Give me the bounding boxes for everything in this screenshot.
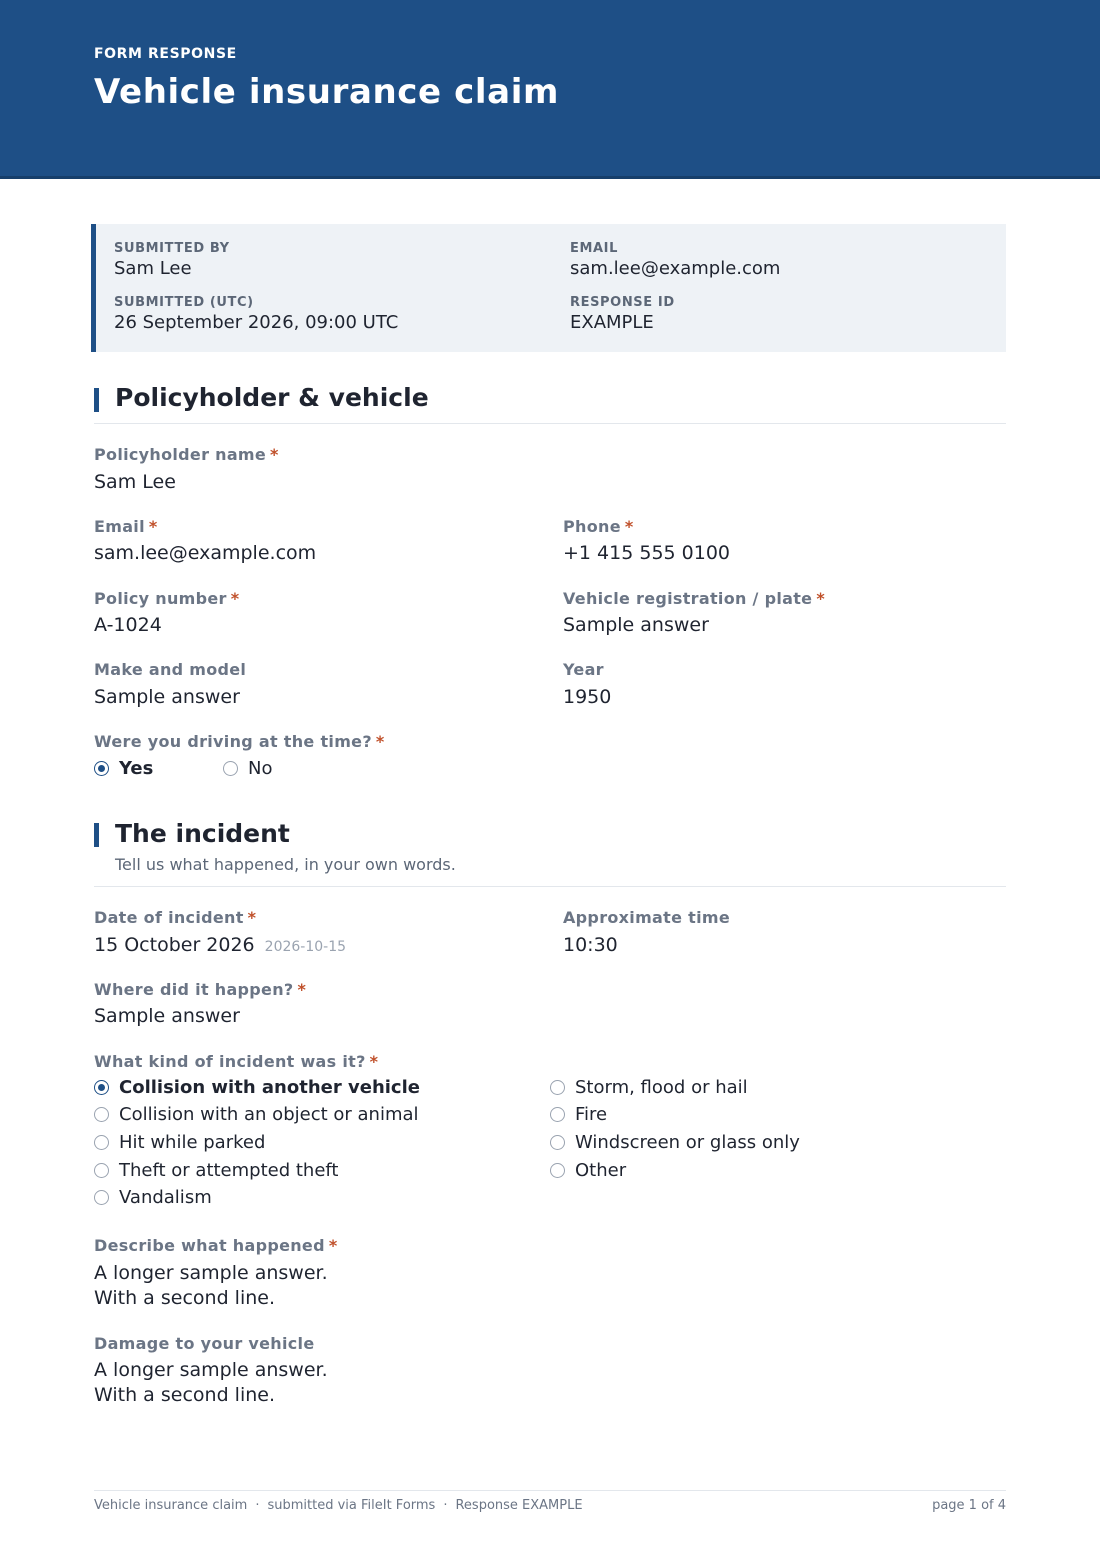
damage-value (94, 1358, 328, 1408)
describe-value (94, 1261, 328, 1311)
incident-kind-option-label: Windscreen or glass only (575, 1132, 800, 1153)
footer-form-name: Vehicle insurance claim (94, 1498, 248, 1513)
date-of-incident-value: 15 October 2026 2026-10-15 (94, 934, 347, 956)
damage-label: Damage to your vehicle (94, 1334, 315, 1353)
section-title-incident: The incident (115, 819, 290, 848)
incident-kind-option-label: Vandalism (119, 1187, 212, 1208)
where-label: Where did it happen? * (94, 980, 307, 999)
phone-label: Phone * (563, 517, 634, 536)
year-label: Year (563, 660, 604, 679)
email-value: sam.lee@example.com (94, 542, 317, 564)
radio-unselected-icon (550, 1163, 565, 1178)
meta-email-field (570, 241, 780, 279)
required-marker: * (816, 589, 825, 608)
form-response-eyebrow: FORM RESPONSE (94, 46, 237, 62)
section-divider (94, 423, 1006, 424)
policyholder-name-label: Policyholder name * (94, 445, 279, 464)
incident-kind-option[interactable] (94, 1187, 212, 1208)
required-marker: * (369, 1052, 379, 1071)
page-title: Vehicle insurance claim (94, 72, 559, 112)
make-model-value: Sample answer (94, 686, 240, 708)
required-marker: * (297, 980, 307, 999)
vehicle-plate-label: Vehicle registration / plate * (563, 589, 825, 608)
incident-kind-option[interactable] (550, 1104, 607, 1125)
incident-kind-option[interactable] (550, 1077, 748, 1098)
incident-kind-option-label: Storm, flood or hail (575, 1077, 748, 1098)
section-title-policyholder: Policyholder & vehicle (115, 383, 429, 412)
incident-kind-option-label: Other (575, 1160, 627, 1181)
submitted-utc-label: SUBMITTED (UTC) (114, 295, 254, 310)
phone-value: +1 415 555 0100 (563, 542, 731, 564)
page-header (0, 0, 1100, 179)
driving-option-label: Yes (119, 758, 154, 779)
radio-unselected-icon (94, 1135, 109, 1150)
incident-kind-option-label: Collision with another vehicle (119, 1077, 420, 1098)
radio-unselected-icon (223, 761, 238, 776)
radio-unselected-icon (94, 1190, 109, 1205)
footer-divider (94, 1490, 1006, 1491)
required-marker: * (328, 1236, 338, 1255)
where-value: Sample answer (94, 1005, 240, 1027)
approximate-time-label: Approximate time (563, 908, 730, 927)
describe-label: Describe what happened * (94, 1236, 338, 1255)
incident-kind-option-label: Theft or attempted theft (119, 1160, 339, 1181)
incident-kind-option[interactable] (94, 1104, 419, 1125)
vehicle-plate-value: Sample answer (563, 614, 709, 636)
driving-option-no[interactable] (223, 758, 272, 779)
damage-line: A longer sample answer. (94, 1359, 328, 1381)
date-iso-value: 2026-10-15 (264, 939, 347, 955)
required-marker: * (230, 589, 240, 608)
incident-kind-option[interactable] (550, 1160, 626, 1181)
damage-line: With a second line. (94, 1384, 275, 1406)
required-marker: * (270, 445, 279, 464)
section-accent-bar (94, 823, 99, 847)
response-id-field (570, 295, 675, 333)
incident-kind-label: What kind of incident was it? * (94, 1052, 379, 1071)
meta-email-value: sam.lee@example.com (570, 258, 781, 279)
submitted-utc-value: 26 September 2026, 09:00 UTC (114, 312, 399, 333)
required-marker: * (375, 732, 385, 751)
submission-meta-panel (91, 224, 1006, 352)
radio-unselected-icon (94, 1163, 109, 1178)
radio-unselected-icon (550, 1080, 565, 1095)
incident-kind-option[interactable] (550, 1132, 800, 1153)
submitted-by-label: SUBMITTED BY (114, 241, 230, 256)
footer-response: Response EXAMPLE (455, 1498, 583, 1513)
section-accent-bar (94, 388, 99, 412)
footer-via: submitted via FileIt Forms (267, 1498, 436, 1513)
radio-unselected-icon (94, 1107, 109, 1122)
email-label: Email * (94, 517, 158, 536)
response-id-value: EXAMPLE (570, 312, 654, 333)
policy-number-value: A-1024 (94, 614, 162, 636)
meta-email-label: EMAIL (570, 241, 618, 256)
incident-kind-option[interactable] (94, 1160, 339, 1181)
incident-kind-option[interactable] (94, 1132, 265, 1153)
radio-selected-icon (94, 1080, 109, 1095)
required-marker: * (247, 908, 257, 927)
incident-kind-option-label: Hit while parked (119, 1132, 266, 1153)
radio-unselected-icon (550, 1135, 565, 1150)
response-id-label: RESPONSE ID (570, 295, 675, 310)
submitted-by-field (114, 241, 230, 279)
date-of-incident-label: Date of incident * (94, 908, 257, 927)
section-description: Tell us what happened, in your own words. (115, 855, 456, 874)
make-model-label: Make and model (94, 660, 247, 679)
required-marker: * (148, 517, 158, 536)
incident-kind-option-label: Collision with an object or animal (119, 1104, 419, 1125)
footer-page-number: page 1 of 4 (932, 1498, 1006, 1513)
radio-unselected-icon (550, 1107, 565, 1122)
driving-option-yes[interactable] (94, 758, 153, 779)
footer-separator: · (443, 1498, 448, 1513)
footer-info (94, 1498, 583, 1513)
policyholder-name-value: Sam Lee (94, 471, 176, 493)
describe-line: With a second line. (94, 1287, 275, 1309)
radio-selected-icon (94, 761, 109, 776)
year-value: 1950 (563, 686, 612, 708)
driving-option-label: No (248, 758, 273, 779)
driving-label: Were you driving at the time? * (94, 732, 385, 751)
incident-kind-option[interactable] (94, 1077, 420, 1098)
required-marker: * (624, 517, 634, 536)
incident-kind-option-label: Fire (575, 1104, 608, 1125)
submitted-by-value: Sam Lee (114, 258, 192, 279)
section-divider (94, 886, 1006, 887)
submitted-utc-field (114, 295, 398, 333)
describe-line: A longer sample answer. (94, 1262, 328, 1284)
footer-separator: · (255, 1498, 260, 1513)
approximate-time-value: 10:30 (563, 934, 618, 956)
policy-number-label: Policy number * (94, 589, 240, 608)
